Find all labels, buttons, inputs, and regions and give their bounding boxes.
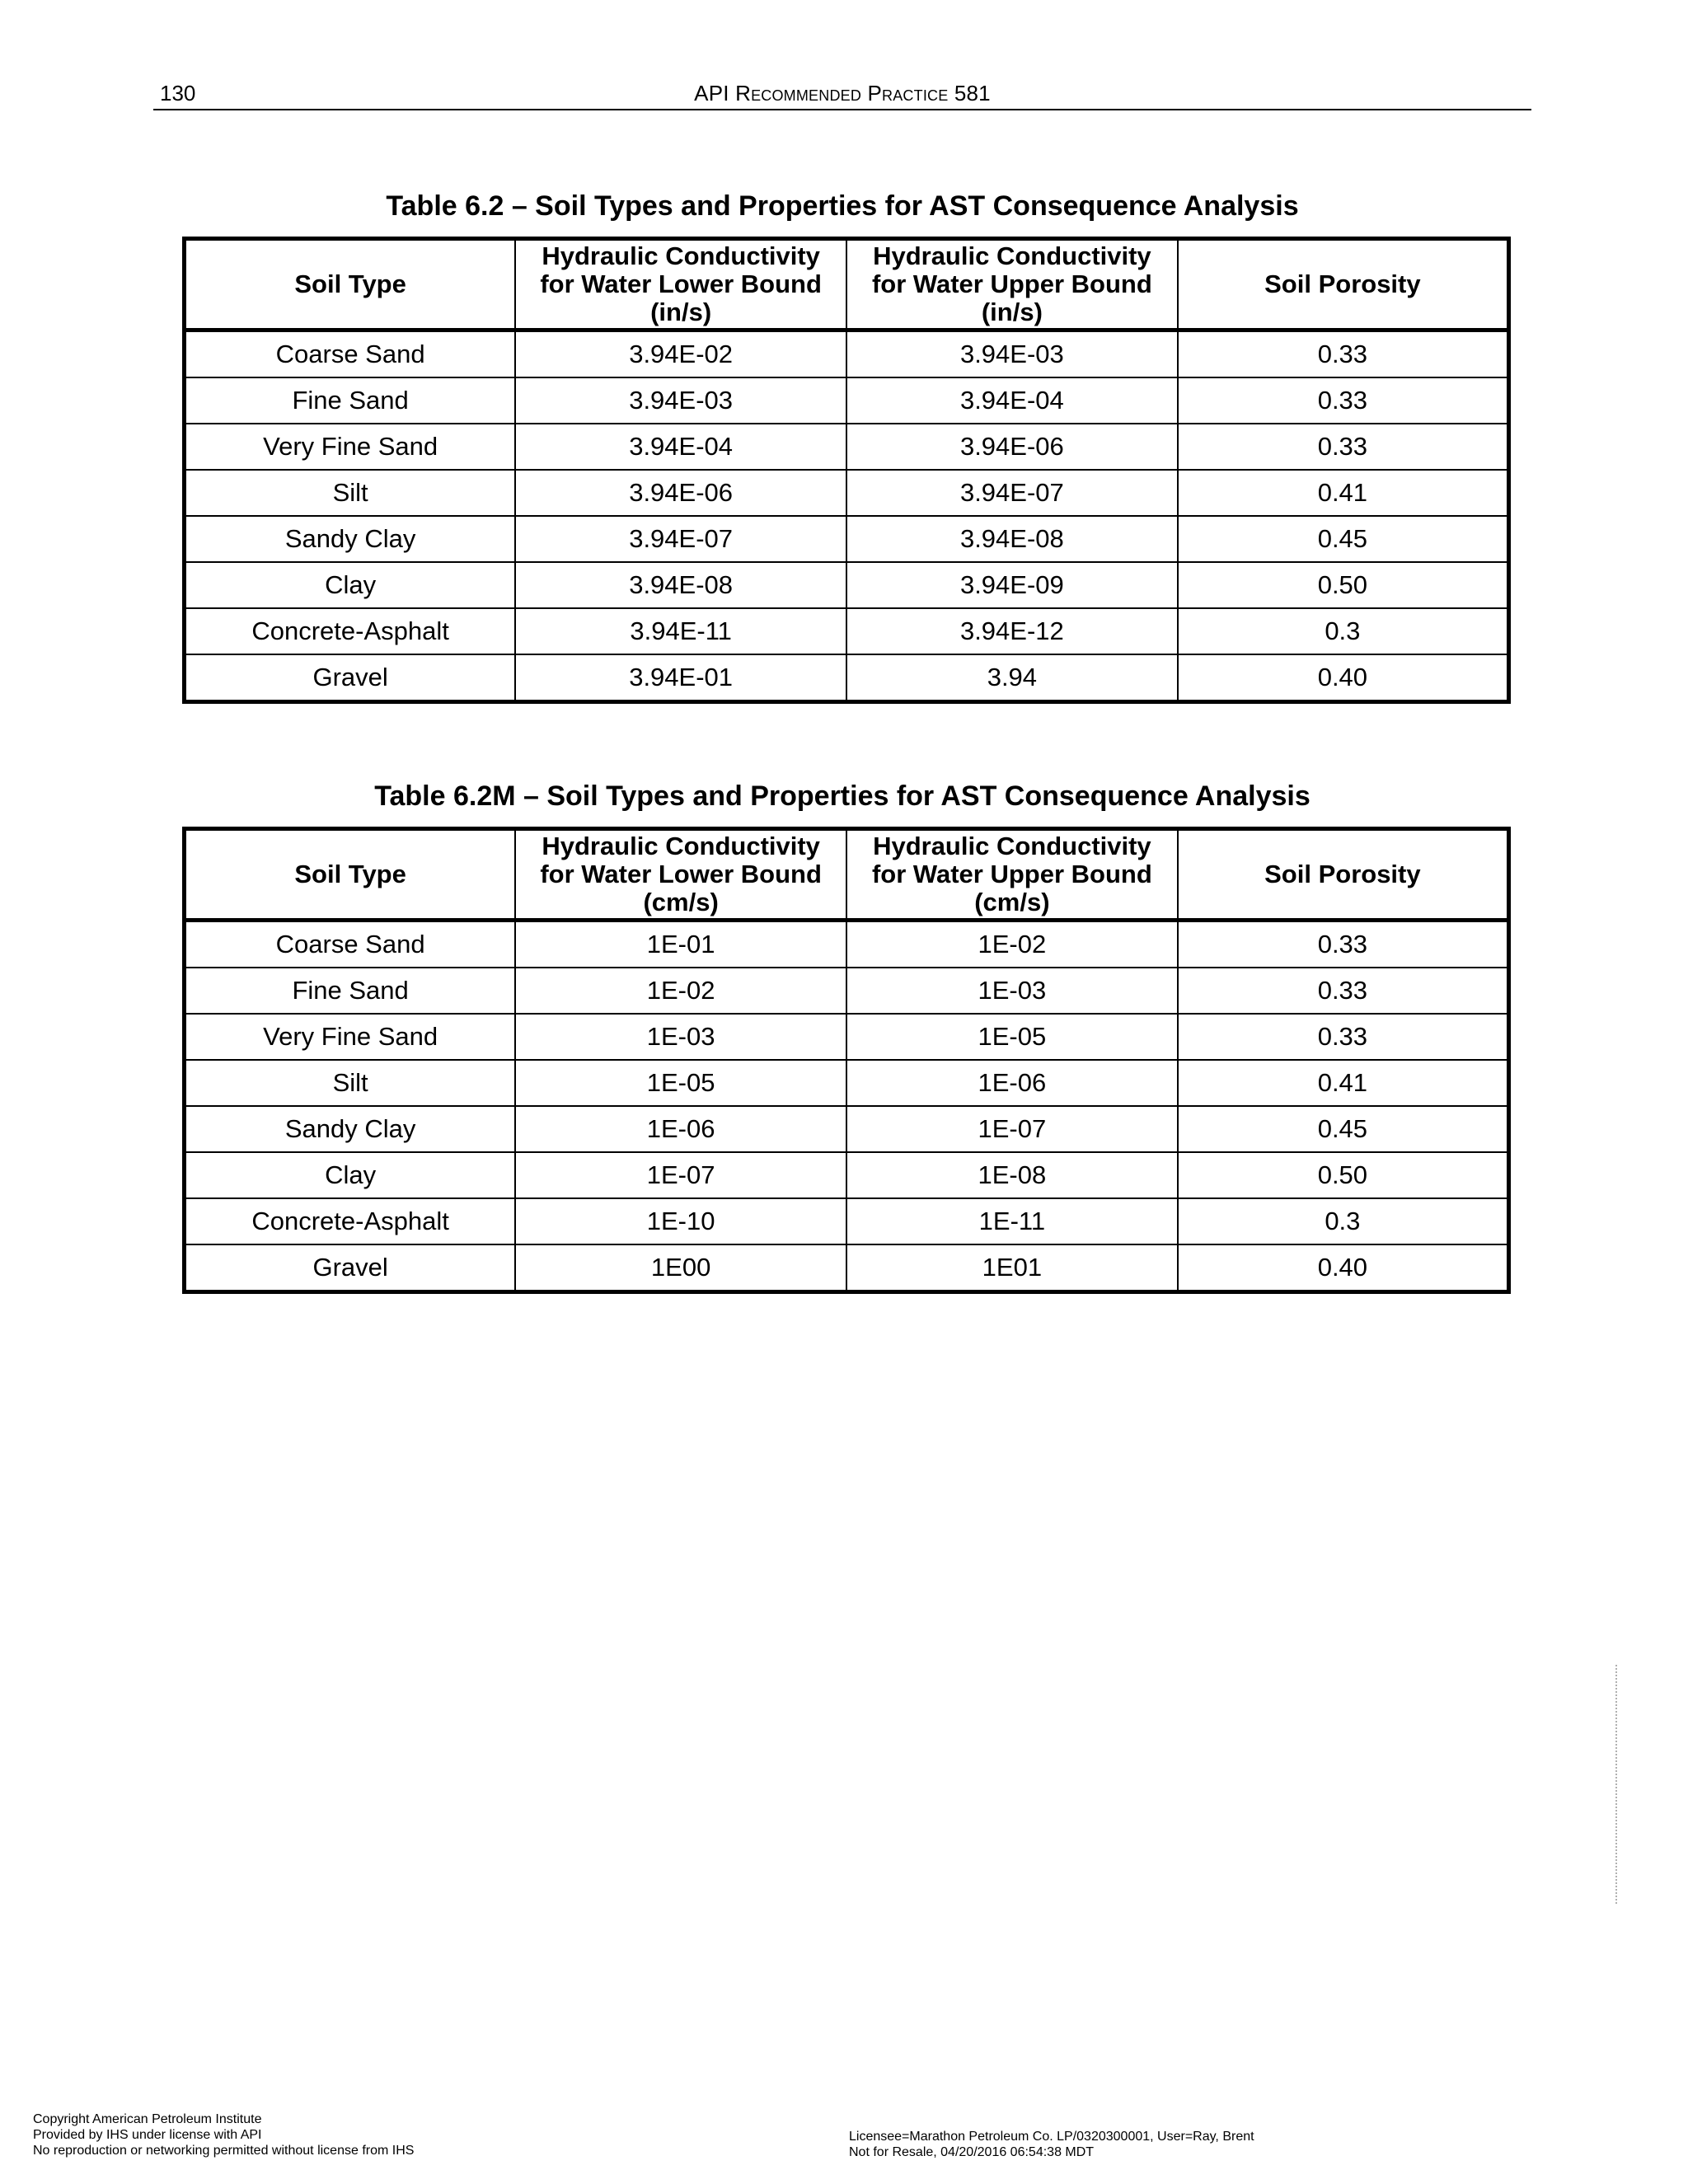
table-row xyxy=(185,516,1509,562)
value-cell: 0.3 xyxy=(1178,1198,1509,1244)
value-cell: 1E-03 xyxy=(515,1014,846,1060)
soil-type-cell: Coarse Sand xyxy=(185,330,516,378)
footer-line: Provided by IHS under license with API xyxy=(33,2128,262,2142)
table-row xyxy=(185,330,1509,378)
column-header-line: for Water Lower Bound xyxy=(540,860,822,888)
value-cell: 3.94E-06 xyxy=(846,424,1178,470)
soil-type-cell: Fine Sand xyxy=(185,377,516,424)
value-cell: 3.94E-12 xyxy=(846,608,1178,654)
soil-type-cell: Very Fine Sand xyxy=(185,1014,516,1060)
value-cell: 0.33 xyxy=(1178,1014,1509,1060)
value-cell: 1E-05 xyxy=(515,1060,846,1106)
table-header-row xyxy=(185,239,1509,330)
value-cell: 1E-07 xyxy=(515,1152,846,1198)
footer-line: Licensee=Marathon Petroleum Co. LP/0320300001, User=Ray, Brent xyxy=(849,2130,1254,2144)
soil-type-cell: Gravel xyxy=(185,1244,516,1292)
value-cell: 3.94E-04 xyxy=(846,377,1178,424)
column-header xyxy=(1178,829,1509,921)
value-cell: 3.94E-09 xyxy=(846,562,1178,608)
column-header xyxy=(515,829,846,921)
soil-type-cell: Clay xyxy=(185,562,516,608)
value-cell: 0.50 xyxy=(1178,562,1509,608)
page-header xyxy=(153,76,1531,110)
value-cell: 0.45 xyxy=(1178,1106,1509,1152)
table-6-2 xyxy=(182,237,1511,704)
value-cell: 1E-05 xyxy=(846,1014,1178,1060)
table-row xyxy=(185,1152,1509,1198)
column-header-line: Hydraulic Conductivity xyxy=(542,832,820,860)
footer-license xyxy=(849,2129,1254,2160)
value-cell: 0.45 xyxy=(1178,516,1509,562)
value-cell: 1E-11 xyxy=(846,1198,1178,1244)
soil-type-cell: Gravel xyxy=(185,654,516,702)
value-cell: 0.41 xyxy=(1178,1060,1509,1106)
column-header-line: Hydraulic Conductivity xyxy=(873,832,1151,860)
table-6-2m xyxy=(182,827,1511,1294)
table-row xyxy=(185,1244,1509,1292)
value-cell: 0.33 xyxy=(1178,921,1509,968)
value-cell: 0.50 xyxy=(1178,1152,1509,1198)
soil-type-cell: Fine Sand xyxy=(185,968,516,1014)
value-cell: 3.94E-01 xyxy=(515,654,846,702)
soil-type-cell: Coarse Sand xyxy=(185,921,516,968)
table-row xyxy=(185,921,1509,968)
table-row xyxy=(185,1014,1509,1060)
value-cell: 0.41 xyxy=(1178,470,1509,516)
footer-line: Not for Resale, 04/20/2016 06:54:38 MDT xyxy=(849,2145,1095,2159)
value-cell: 0.33 xyxy=(1178,968,1509,1014)
footer-line: Copyright American Petroleum Institute xyxy=(33,2112,262,2126)
column-header xyxy=(846,829,1178,921)
value-cell: 0.40 xyxy=(1178,1244,1509,1292)
value-cell: 3.94E-02 xyxy=(515,330,846,378)
table-row xyxy=(185,470,1509,516)
table-row xyxy=(185,608,1509,654)
value-cell: 3.94E-03 xyxy=(515,377,846,424)
value-cell: 0.33 xyxy=(1178,330,1509,378)
soil-type-cell: Silt xyxy=(185,1060,516,1106)
table-row xyxy=(185,654,1509,702)
running-head: API Recommended Practice 581 xyxy=(694,81,991,105)
value-cell: 1E-08 xyxy=(846,1152,1178,1198)
value-cell: 3.94E-03 xyxy=(846,330,1178,378)
table-row xyxy=(185,377,1509,424)
column-header xyxy=(846,239,1178,330)
table-header-row xyxy=(185,829,1509,921)
value-cell: 0.40 xyxy=(1178,654,1509,702)
soil-type-cell: Concrete-Asphalt xyxy=(185,1198,516,1244)
value-cell: 1E-03 xyxy=(846,968,1178,1014)
column-header-line: (in/s) xyxy=(981,298,1043,326)
column-header-line: for Water Upper Bound xyxy=(871,269,1152,298)
column-header-line: for Water Lower Bound xyxy=(540,269,822,298)
value-cell: 3.94E-08 xyxy=(846,516,1178,562)
soil-type-cell: Clay xyxy=(185,1152,516,1198)
table-row xyxy=(185,562,1509,608)
table-row xyxy=(185,1060,1509,1106)
value-cell: 1E01 xyxy=(846,1244,1178,1292)
column-header-line: Soil Porosity xyxy=(1264,269,1421,298)
soil-type-cell: Sandy Clay xyxy=(185,516,516,562)
soil-type-cell: Silt xyxy=(185,470,516,516)
column-header xyxy=(185,829,516,921)
soil-type-cell: Sandy Clay xyxy=(185,1106,516,1152)
column-header-line: Hydraulic Conductivity xyxy=(542,241,820,270)
value-cell: 3.94E-11 xyxy=(515,608,846,654)
table-row xyxy=(185,968,1509,1014)
value-cell: 1E-07 xyxy=(846,1106,1178,1152)
table-row xyxy=(185,1106,1509,1152)
value-cell: 3.94E-04 xyxy=(515,424,846,470)
value-cell: 3.94E-07 xyxy=(846,470,1178,516)
value-cell: 0.33 xyxy=(1178,424,1509,470)
column-header-line: Soil Type xyxy=(294,269,406,298)
page-number: 130 xyxy=(160,81,196,105)
column-header-line: Hydraulic Conductivity xyxy=(873,241,1151,270)
column-header xyxy=(515,239,846,330)
footer-line: No reproduction or networking permitted without license from IHS xyxy=(33,2144,415,2158)
soil-type-cell: Concrete-Asphalt xyxy=(185,608,516,654)
value-cell: 1E-01 xyxy=(515,921,846,968)
column-header-line: (cm/s) xyxy=(643,888,719,916)
column-header-line: for Water Upper Bound xyxy=(871,860,1152,888)
column-header-line: Soil Porosity xyxy=(1264,860,1421,888)
table-row xyxy=(185,1198,1509,1244)
value-cell: 1E-02 xyxy=(515,968,846,1014)
table-row xyxy=(185,424,1509,470)
soil-type-cell: Very Fine Sand xyxy=(185,424,516,470)
value-cell: 3.94E-07 xyxy=(515,516,846,562)
value-cell: 0.33 xyxy=(1178,377,1509,424)
column-header xyxy=(185,239,516,330)
value-cell: 1E-10 xyxy=(515,1198,846,1244)
column-header-line: Soil Type xyxy=(294,860,406,888)
table-6-2m-caption: Table 6.2M – Soil Types and Properties for AST Consequence Analysis xyxy=(374,780,1311,812)
value-cell: 1E00 xyxy=(515,1244,846,1292)
column-header xyxy=(1178,239,1509,330)
value-cell: 3.94E-06 xyxy=(515,470,846,516)
footer-copyright xyxy=(33,2111,414,2158)
column-header-line: (in/s) xyxy=(650,298,712,326)
value-cell: 3.94 xyxy=(846,654,1178,702)
value-cell: 0.3 xyxy=(1178,608,1509,654)
value-cell: 3.94E-08 xyxy=(515,562,846,608)
column-header-line: (cm/s) xyxy=(974,888,1050,916)
margin-watermark-mark xyxy=(1615,1665,1620,1904)
value-cell: 1E-06 xyxy=(846,1060,1178,1106)
table-6-2-caption: Table 6.2 – Soil Types and Properties for AST Consequence Analysis xyxy=(386,190,1299,222)
value-cell: 1E-02 xyxy=(846,921,1178,968)
value-cell: 1E-06 xyxy=(515,1106,846,1152)
